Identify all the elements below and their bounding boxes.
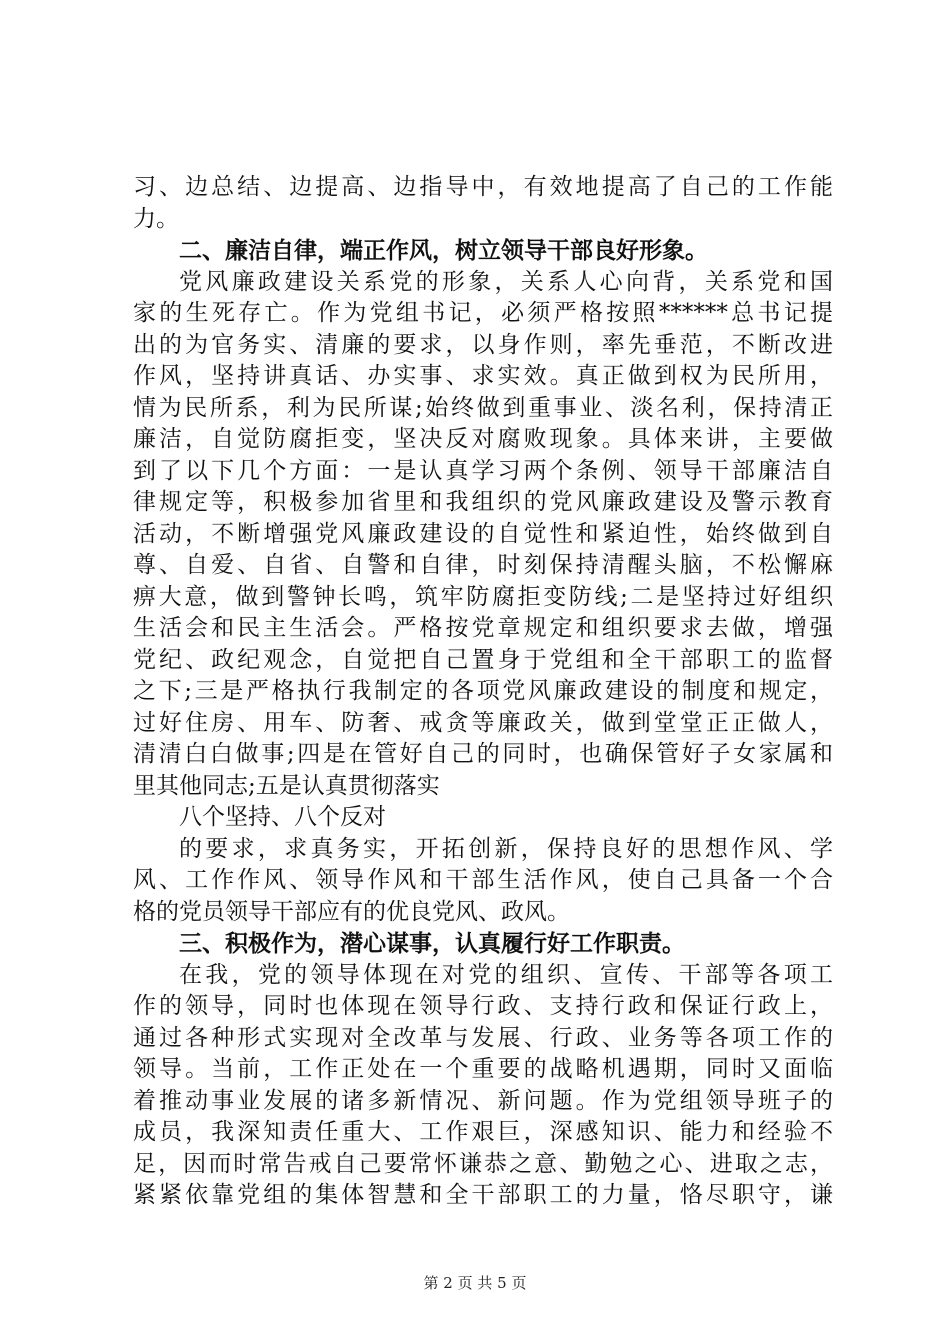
text-line: 八个坚持、八个反对: [179, 804, 386, 830]
text-line: 之下;三是严格执行我制定的各项党风廉政建设的制度和规定，: [133, 678, 833, 704]
text-line: 党风廉政建设关系党的形象，关系人心向背，关系党和国: [179, 268, 833, 295]
section-heading: 三、积极作为，潜心谋事，认真履行好工作职责。: [179, 930, 685, 957]
text-line: 出的为官务实、清廉的要求，以身作则，率先垂范，不断改进: [133, 331, 833, 358]
text-line: 习、边总结、边提高、边指导中，有效地提高了自己的工作能: [133, 174, 833, 200]
text-line: 到了以下几个方面：一是认真学习两个条例、领导干部廉洁自: [133, 457, 833, 484]
text-line: 家的生死存亡。作为党组书记，必须严格按照******总书记提: [133, 300, 833, 326]
text-line: 着推动事业发展的诸多新情况、新问题。作为党组领导班子的: [133, 1087, 833, 1114]
text-line: 过好住房、用车、防奢、戒贪等廉政关，做到堂堂正正做人，: [133, 709, 833, 736]
text-line: 格的党员领导干部应有的优良党风、政风。: [133, 898, 570, 925]
section-heading: 二、廉洁自律，端正作风，树立领导干部良好形象。: [179, 237, 708, 264]
text-line: 风、工作作风、领导作风和干部生活作风，使自己具备一个合: [133, 867, 833, 893]
text-line: 作风，坚持讲真话、办实事、求实效。真正做到权为民所用，: [133, 363, 833, 389]
text-line: 尊、自爱、自省、自警和自律，时刻保持清醒头脑，不松懈麻: [133, 552, 833, 578]
document-body: [133, 172, 833, 1212]
text-line: 的要求，求真务实，开拓创新，保持良好的思想作风、学: [179, 835, 833, 862]
text-line: 廉洁，自觉防腐拒变，坚决反对腐败现象。具体来讲，主要做: [133, 426, 833, 452]
page-number-footer: 第 2 页 共 5 页: [423, 1274, 527, 1292]
text-line: 情为民所系，利为民所谋;始终做到重事业、淡名利，保持清正: [133, 394, 833, 421]
text-line: 作的领导，同时也体现在领导行政、支持行政和保证行政上，: [133, 993, 833, 1019]
text-line: 力。: [133, 205, 179, 232]
text-line: 活动，不断增强党风廉政建设的自觉性和紧迫性，始终做到自: [133, 520, 833, 547]
text-line: 成员，我深知责任重大、工作艰巨，深感知识、能力和经验不: [133, 1119, 833, 1145]
text-line: 痹大意，做到警钟长鸣，筑牢防腐拒变防线;二是坚持过好组织: [133, 583, 833, 610]
text-line: 党纪、政纪观念，自觉把自己置身于党组和全干部职工的监督: [133, 646, 833, 673]
text-line: 通过各种形式实现对全改革与发展、行政、业务等各项工作的: [133, 1024, 833, 1051]
text-line: 律规定等，积极参加省里和我组织的党风廉政建设及警示教育: [133, 489, 833, 515]
text-line: 足，因而时常告戒自己要常怀谦恭之意、勤勉之心、进取之志，: [133, 1150, 833, 1177]
text-line: 生活会和民主生活会。严格按党章规定和组织要求去做，增强: [133, 615, 833, 641]
text-line: 里其他同志;五是认真贯彻落实: [133, 772, 440, 799]
text-line: 清清白白做事;四是在管好自己的同时，也确保管好子女家属和: [133, 741, 833, 767]
text-line: 在我，党的领导体现在对党的组织、宣传、干部等各项工: [179, 961, 833, 988]
text-line: 紧紧依靠党组的集体智慧和全干部职工的力量，恪尽职守，谦: [133, 1182, 833, 1208]
text-line: 领导。当前，工作正处在一个重要的战略机遇期，同时又面临: [133, 1056, 833, 1082]
